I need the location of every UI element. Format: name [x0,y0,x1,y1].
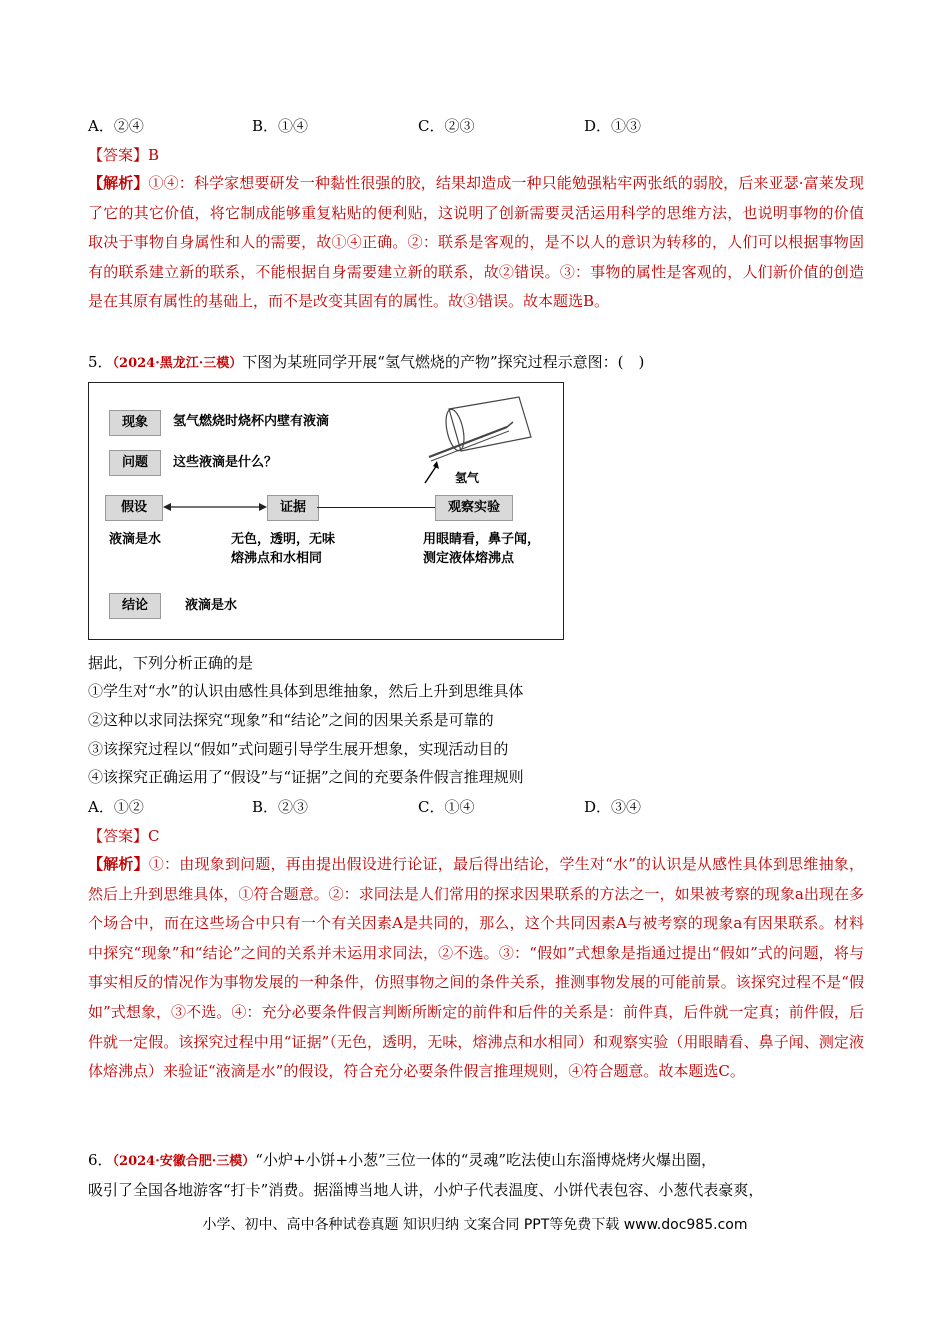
q6-line-1-text: “小炉+小饼+小葱”三位一体的“灵魂”吃法使山东淄博烧烤火爆出圈， [255,1151,717,1169]
diagram-hypothesis-label: 假设 [105,495,163,521]
q5-statement-2: ②这种以求同法探究“现象”和“结论”之间的因果关系是可靠的 [88,711,494,729]
q5-analysis-text: ①：由现象到问题，再由提出假设进行论证，最后得出结论，学生对“水”的认识是从感性具体到思维抽象，然后上升到思维具体，①符合题意。②：求同法是人们常用的探求因果联系的方法之一，如果被考察的现象a出现在多个场合中，而在这些场合中只有一个有关因素A是共同的，那么，这个共同因素A与被考察的现象a有因果联系。材料中探究“现象”和“结论”之间的关系并未运用求同法，②不选。③：“假如”式想象是指通过提出“假如”式的问题，将与事实相反的情况作为事物发展的一种条件，仿照事物之间的条件关系，推测事物发展的可能前景。该探究过程不是“假如”式想象，③不选。④：充分必要条件假言判断所断定的前件和后件的关系是：前件真，后件就一定真；前件假，后件就一定假。该探究过程中用“证据”（无色，透明，无味，熔沸点和水相同）和观察实验（用眼睛看、鼻子闻、测定液体熔沸点）来验证“液滴是水”的假设，符合充分必要条件假言推理规则，④符合题意。故本题选C。 [88,855,864,1081]
q6-line-2: 吸引了全国各地游客“打卡”消费。据淄博当地人讲，小炉子代表温度、小饼代表包容、小葱代表豪爽， [88,1181,764,1199]
q4-option-c: C．②③ [418,117,475,135]
q5-statement-4: ④该探究正确运用了“假设”与“证据”之间的充要条件假言推理规则 [88,768,524,786]
q5-answer: 【答案】C [88,827,160,845]
q5-analysis-tag: 【解析】 [88,855,149,873]
q5-option-a: A．①② [88,798,144,816]
diagram-evidence-text-2: 熔沸点和水相同 [231,551,323,566]
diagram-evidence-label: 证据 [267,495,319,521]
q6-source: （2024·安徽合肥·三模） [112,1154,256,1169]
q6-number: 6． [88,1151,113,1169]
q5-number: 5． [88,353,113,371]
diagram-question-text: 这些液滴是什么？ [173,455,278,470]
diagram-connector [317,507,435,508]
q5-option-d: D．③④ [584,798,642,816]
diagram-experiment-label: 观察实验 [435,495,513,521]
q5-statement-1: ①学生对“水”的认识由感性具体到思维抽象，然后上升到思维具体 [88,682,524,700]
q4-option-a: A．②④ [88,117,144,135]
q5-stem [88,352,644,374]
page-footer: 小学、初中、高中各种试卷真题 知识归纳 文案合同 PPT等免费下载 www.doc985.com [202,1217,748,1233]
diagram-evidence-text-1: 无色，透明，无味 [231,532,336,547]
q4-option-b: B．①④ [252,117,309,135]
diagram-experiment-text-2: 测定液体熔沸点 [423,551,515,566]
diagram-hypothesis-text: 液滴是水 [109,532,162,547]
diagram-question-label: 问题 [109,450,161,476]
diagram-phenomenon-label: 现象 [109,410,161,436]
q5-source: （2024·黑龙江·三模） [112,356,243,371]
diagram-phenomenon-text: 氢气燃烧时烧杯内壁有液滴 [173,414,330,429]
q4-answer: 【答案】B [88,146,160,164]
q4-analysis-tag: 【解析】 [88,174,149,192]
experiment-diagram [88,382,564,640]
diagram-conclusion-text: 液滴是水 [185,598,238,613]
q5-statement-3: ③该探究过程以“假如”式问题引导学生展开想象，实现活动目的 [88,740,509,758]
beaker-illustration [419,389,559,489]
diagram-gas-label: 氢气 [455,471,480,485]
diagram-experiment-text-1: 用眼睛看，鼻子闻， [423,532,541,547]
q6-line-1 [88,1150,716,1172]
q4-analysis-text: ①④：科学家想要研发一种黏性很强的胶，结果却造成一种只能勉强粘牢两张纸的弱胶，后来亚瑟·富莱发现了它的其它价值，将它制成能够重复粘贴的便利贴，这说明了创新需要灵活运用科学的思维方法，也说明事物的价值取决于事物自身属性和人的需要，故①④正确。②：联系是客观的，是不以人的意识为转移的，人们可以根据事物固有的联系建立新的联系，不能根据自身需要建立新的联系，故②错误。③：事物的属性是客观的，人们新价值的创造是在其原有属性的基础上，而不是改变其固有的属性。故③错误。故本题选B。 [88,174,864,311]
q4-analysis [88,169,864,317]
q5-stem-text: 下图为某班同学开展“氢气燃烧的产物”探究过程示意图：( ) [242,353,645,371]
q5-lead: 据此，下列分析正确的是 [88,654,254,672]
q5-option-c: C．①④ [418,798,475,816]
arrow-icon [163,501,267,513]
q5-option-b: B．②③ [252,798,309,816]
diagram-conclusion-label: 结论 [109,593,161,619]
q4-option-d: D．①③ [584,117,642,135]
q5-analysis [88,850,864,1087]
